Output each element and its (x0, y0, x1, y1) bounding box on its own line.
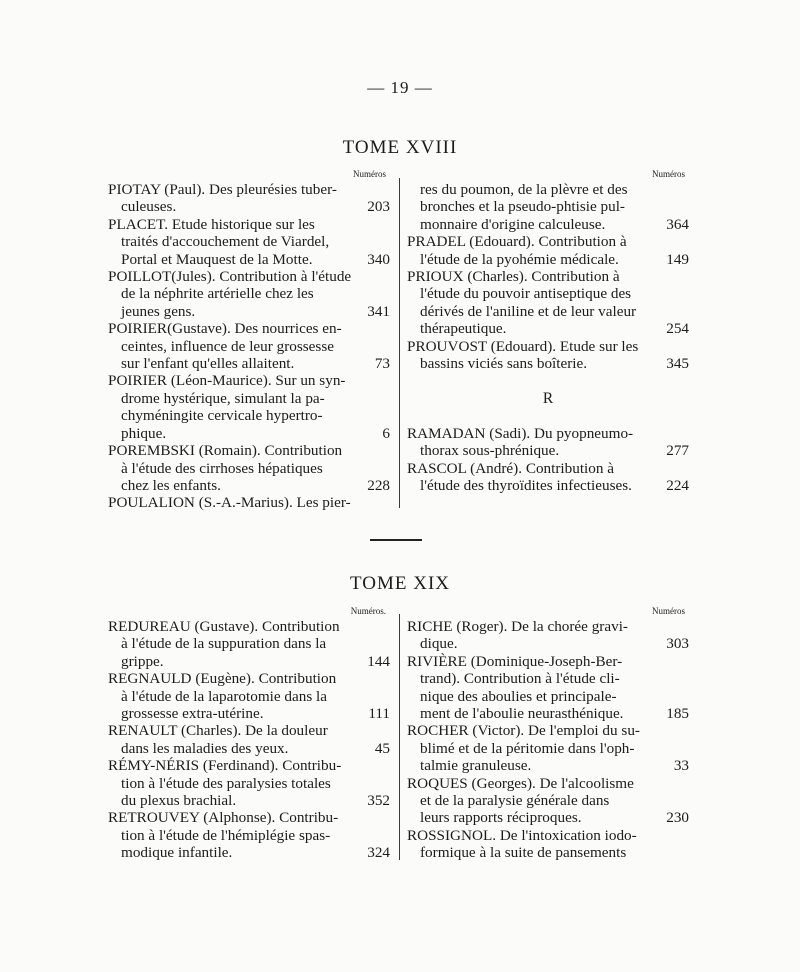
entry-line (108, 372, 390, 389)
entry-number: 254 (666, 320, 689, 338)
entry-text: à l'étude de la laparotomie dans la (121, 687, 327, 705)
entry-line (407, 722, 689, 739)
column-rule (399, 178, 400, 508)
entry-text: REDUREAU (Gustave). Contribution (108, 618, 340, 635)
entry-line (108, 722, 390, 739)
entry-line (108, 407, 390, 424)
index-entry (108, 320, 390, 372)
entry-number: 203 (367, 198, 390, 216)
entry-line (407, 775, 689, 792)
entry-line (407, 792, 689, 809)
entry-text: ceintes, influence de leur grossesse (121, 337, 334, 355)
entry-line (407, 757, 689, 774)
numeros-header: Numéros. (350, 606, 386, 616)
entry-text: l'étude des thyroïdites infectieuses. (420, 477, 632, 495)
entry-line (407, 285, 689, 302)
entry-line (108, 844, 390, 861)
index-entry (407, 338, 689, 373)
entry-line (407, 827, 689, 844)
entry-line (108, 688, 390, 705)
entry-line (108, 618, 390, 635)
entry-line (407, 216, 689, 233)
entry-text: ROCHER (Victor). De l'emploi du su- (407, 722, 640, 740)
entry-number: 33 (673, 757, 689, 775)
entry-text: bassins viciés sans boîterie. (420, 355, 588, 373)
entry-line (108, 775, 390, 792)
entry-text: nique des aboulies et principale- (420, 687, 617, 705)
entry-line (108, 477, 390, 494)
index-entry (108, 372, 390, 442)
entry-line (407, 355, 689, 372)
entry-line (108, 705, 390, 722)
entry-line (407, 338, 689, 355)
index-entry (108, 670, 390, 722)
index-column-left (108, 605, 390, 862)
entry-text: dans les maladies des yeux. (121, 739, 289, 757)
entry-line (108, 635, 390, 652)
entry-text: PROUVOST (Edouard). Etude sur les (407, 337, 639, 355)
entry-number: 45 (374, 739, 390, 757)
entry-text: formique à la suite de pansements (420, 844, 627, 862)
column-rule (399, 614, 400, 860)
entry-line (108, 460, 390, 477)
entry-number: 303 (666, 635, 689, 653)
entry-number: 352 (367, 792, 390, 810)
entry-line (108, 809, 390, 826)
entry-text: à l'étude de la suppuration dans la (121, 635, 327, 653)
index-entry (108, 442, 390, 494)
entry-line (108, 670, 390, 687)
entry-line (407, 740, 689, 757)
entry-text: RÉMY-NÉRIS (Ferdinand). Contribu- (108, 757, 342, 775)
entry-number: 149 (666, 250, 689, 268)
entry-line (108, 181, 390, 198)
letter-heading: R (542, 390, 554, 408)
entry-text: blimé et de la péritomie dans l'oph- (420, 739, 635, 757)
entry-line (407, 268, 689, 285)
entry-line (108, 792, 390, 809)
entry-text: PIOTAY (Paul). Des pleurésies tuber- (108, 181, 337, 198)
index-entry (108, 618, 390, 670)
entry-line (407, 303, 689, 320)
entry-text: tion à l'étude de l'hémiplégie spas- (121, 826, 331, 844)
entry-line (407, 477, 689, 494)
index-entry (108, 181, 390, 216)
index-entry (407, 460, 689, 495)
entry-text: du plexus brachial. (121, 792, 237, 810)
entry-number: 345 (666, 355, 689, 373)
entry-line (108, 251, 390, 268)
index-entry (108, 757, 390, 809)
page-number: — 19 — (367, 78, 433, 97)
entry-text: ment de l'aboulie neurasthénique. (420, 705, 624, 723)
numeros-header: Numéros (353, 169, 386, 179)
entry-text: POULALION (S.-A.-Marius). Les pier- (108, 494, 351, 512)
index-column-left (108, 168, 390, 512)
entry-line (407, 442, 689, 459)
entry-text: culeuses. (121, 198, 177, 216)
entry-line (407, 635, 689, 652)
entry-number: 324 (367, 844, 390, 862)
entry-line (108, 233, 390, 250)
entry-number: 364 (666, 215, 689, 233)
index-entry (108, 722, 390, 757)
section-title: TOME XIX (349, 573, 450, 594)
numeros-header: Numéros (652, 606, 685, 616)
index-entry (108, 268, 390, 320)
entry-text: l'étude de la pyohémie médicale. (420, 250, 619, 268)
entry-text: res du poumon, de la plèvre et des (420, 181, 628, 198)
entry-text: à l'étude des cirrhoses hépatiques (121, 459, 323, 477)
entry-text: modique infantile. (121, 844, 233, 862)
index-entry (407, 653, 689, 723)
entry-line (108, 303, 390, 320)
entry-text: chez les enfants. (121, 476, 221, 494)
entry-text: leurs rapports réciproques. (420, 809, 582, 827)
entry-line (108, 390, 390, 407)
entry-number: 6 (382, 424, 390, 442)
entry-text: drome hystérique, simulant la pa- (121, 389, 325, 407)
entry-line (108, 757, 390, 774)
entry-number: 340 (367, 250, 390, 268)
entry-line (407, 688, 689, 705)
entry-line (407, 198, 689, 215)
entry-line (108, 198, 390, 215)
entry-line (108, 442, 390, 459)
entry-text: RASCOL (André). Contribution à (407, 459, 614, 477)
entry-number: 111 (368, 705, 390, 723)
entry-text: dique. (420, 635, 458, 653)
entry-line (108, 320, 390, 337)
index-entry (108, 216, 390, 268)
entry-text: trand). Contribution à l'étude cli- (420, 670, 620, 688)
index-entry (407, 425, 689, 460)
entry-line (407, 809, 689, 826)
entry-text: RENAULT (Charles). De la douleur (108, 722, 328, 740)
index-column-right (407, 605, 689, 862)
entry-line (407, 670, 689, 687)
entry-number: 228 (367, 476, 390, 494)
index-entry (108, 494, 390, 511)
entry-line (108, 653, 390, 670)
entry-text: thorax sous-phrénique. (420, 442, 560, 460)
entry-line (407, 251, 689, 268)
entry-text: POIRIER (Léon-Maurice). Sur un syn- (108, 372, 346, 390)
index-entry (407, 775, 689, 827)
entry-number: 230 (666, 809, 689, 827)
entry-text: bronches et la pseudo-phtisie pul- (420, 198, 625, 216)
entry-text: grossesse extra-utérine. (121, 705, 264, 723)
section-title: TOME XVIII (342, 137, 458, 158)
entry-line (407, 653, 689, 670)
numeros-header: Numéros (652, 169, 685, 179)
entry-line (407, 425, 689, 442)
entry-number: 73 (374, 355, 390, 373)
entry-text: jeunes gens. (121, 302, 196, 320)
entry-text: RICHE (Roger). De la chorée gravi- (407, 618, 628, 635)
entry-text: grippe. (121, 652, 164, 670)
entry-number: 341 (367, 302, 390, 320)
entry-line (407, 618, 689, 635)
index-entry (108, 809, 390, 861)
entry-text: RIVIÈRE (Dominique-Joseph-Ber- (407, 652, 623, 670)
entry-line (108, 355, 390, 372)
entry-line (407, 233, 689, 250)
entry-text: REGNAULD (Eugène). Contribution (108, 670, 337, 688)
index-entry (407, 233, 689, 268)
entry-text: PLACET. Etude historique sur les (108, 215, 315, 233)
entry-line (108, 338, 390, 355)
entry-line (108, 827, 390, 844)
index-entry (407, 181, 689, 233)
index-column-right (407, 168, 689, 495)
entry-line (108, 425, 390, 442)
entry-text: thérapeutique. (420, 320, 507, 338)
entry-text: ROSSIGNOL. De l'intoxication iodo- (407, 826, 637, 844)
entry-number: 277 (666, 442, 689, 460)
entry-text: de la néphrite artérielle chez les (121, 285, 314, 303)
entry-line (108, 268, 390, 285)
entry-text: POIRIER(Gustave). Des nourrices en- (108, 320, 342, 338)
section-divider (370, 539, 422, 541)
index-entry (407, 827, 689, 862)
entry-text: Portal et Mauquest de la Motte. (121, 250, 313, 268)
entry-line (407, 181, 689, 198)
entry-number: 224 (666, 477, 689, 495)
entry-line (407, 460, 689, 477)
entry-text: PRADEL (Edouard). Contribution à (407, 233, 627, 251)
entry-text: talmie granuleuse. (420, 757, 532, 775)
entry-line (108, 285, 390, 302)
entry-text: PRIOUX (Charles). Contribution à (407, 268, 620, 286)
entry-text: phique. (121, 424, 167, 442)
entry-number: 144 (367, 652, 390, 670)
entry-line (407, 844, 689, 861)
entry-line (407, 705, 689, 722)
entry-text: chyméningite cervicale hypertro- (121, 407, 323, 425)
entry-text: POILLOT(Jules). Contribution à l'étude (108, 268, 352, 286)
index-entry (407, 268, 689, 338)
entry-text: l'étude du pouvoir antiseptique des (420, 285, 632, 303)
entry-text: monnaire d'origine calculeuse. (420, 215, 606, 233)
entry-line (108, 216, 390, 233)
entry-line (407, 320, 689, 337)
entry-text: RETROUVEY (Alphonse). Contribu- (108, 809, 339, 827)
entry-text: sur l'enfant qu'elles allaitent. (121, 355, 295, 373)
entry-number: 185 (666, 705, 689, 723)
entry-text: et de la paralysie générale dans (420, 792, 610, 810)
entry-text: POREMBSKI (Romain). Contribution (108, 442, 343, 460)
entry-text: traités d'accouchement de Viardel, (121, 233, 330, 251)
entry-text: tion à l'étude des paralysies totales (121, 774, 331, 792)
entry-text: ROQUES (Georges). De l'alcoolisme (407, 774, 634, 792)
entry-line (108, 494, 390, 511)
entry-line (108, 740, 390, 757)
index-entry (407, 722, 689, 774)
entry-text: RAMADAN (Sadi). Du pyopneumo- (407, 424, 634, 442)
entry-text: dérivés de l'aniline et de leur valeur (420, 302, 637, 320)
index-entry (407, 618, 689, 653)
